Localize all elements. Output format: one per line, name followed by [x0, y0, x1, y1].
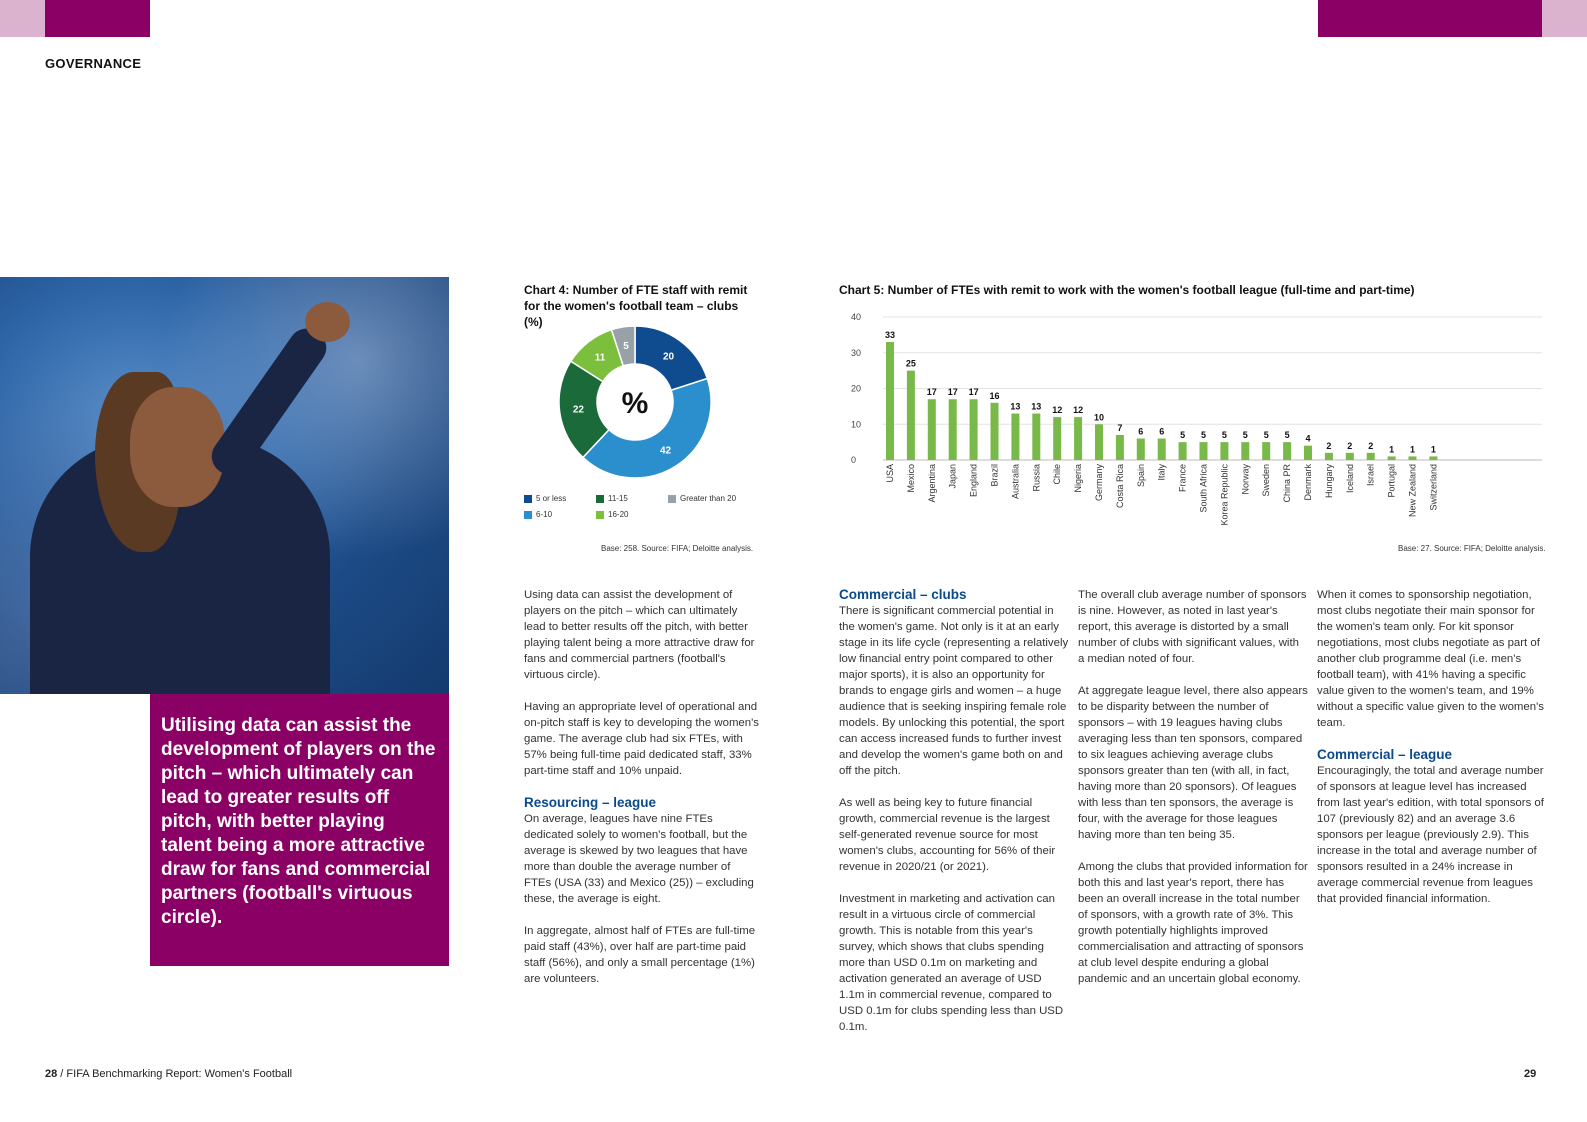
bar-value-label: 13	[1010, 401, 1021, 412]
donut-center-label: %	[621, 387, 649, 420]
bar-value-label: 5	[1263, 430, 1269, 441]
text-column-4	[1317, 587, 1547, 923]
x-tick-label: England	[968, 464, 979, 498]
x-tick-label: France	[1177, 464, 1188, 493]
x-tick-label: Switzerland	[1428, 464, 1439, 511]
paragraph: There is significant commercial potential in the women's game. Not only is it at an early stage in its life cycle (representing a relatively low financial entry point compared to other major sports), it is also an opportunity for brands to engage girls and women – a huge audience that is seeking inspiring female role models. By unlocking this potential, the sport can access increased funds to further invest and develop the women's game both on and off the pitch.	[839, 605, 1069, 777]
top-left-purple-bar	[45, 0, 150, 37]
bar	[1304, 446, 1312, 460]
legend-item: Greater than 20	[668, 494, 736, 503]
bar	[1388, 456, 1396, 460]
bar-value-label: 13	[1031, 401, 1042, 412]
x-tick-label: Costa Rica	[1114, 464, 1125, 509]
y-tick-label: 40	[851, 312, 862, 322]
bar-value-label: 2	[1326, 440, 1332, 451]
text-column-3	[1078, 587, 1308, 1003]
bar	[1262, 442, 1270, 460]
paragraph: Investment in marketing and activation can result in a virtuous circle of commercial growth. This is notable from this year's survey, which shows that clubs spending more than USD 0.1m on marketing and activation generated an average of USD 1.1m in commercial revenue, compared to USD 0.1m for clubs spending less than USD 0.1m.	[839, 893, 1064, 1033]
bar	[1053, 417, 1061, 460]
donut-slice-label: 11	[594, 352, 606, 364]
bar-value-label: 7	[1117, 422, 1123, 433]
coach-photo	[0, 277, 449, 694]
paragraph: In aggregate, almost half of FTEs are full-time paid staff (43%), over half are part-time paid staff (56%), and only a small percentage (1%) are volunteers.	[524, 925, 756, 985]
y-tick-label: 20	[851, 383, 862, 394]
x-tick-label: Nigeria	[1073, 464, 1084, 493]
top-right-pink-bar	[1542, 0, 1587, 37]
donut-slice-label: 22	[572, 404, 585, 416]
x-tick-label: Mexico	[905, 464, 916, 493]
bar	[928, 399, 936, 460]
paragraph: Using data can assist the development of players on the pitch – which can ultimately lead to better results off the pitch, with better playing talent being a more attractive draw for fans and commercial partners (football's virtuous circle).	[524, 589, 755, 681]
legend-item: 16-20	[596, 510, 628, 519]
chart4-legend	[524, 494, 764, 524]
x-tick-label: South Africa	[1198, 464, 1209, 513]
x-tick-label: USA	[885, 464, 895, 483]
paragraph: Encouragingly, the total and average number of sponsors at league level has increased from last year's edition, with total sponsors of 107 (previously 82) and an average 3.6 sponsors per league (previously 2.9). This increase in the total and average number of sponsors resulted in a 24% increase in average commercial revenue from leagues that provided financial information.	[1317, 765, 1544, 905]
x-tick-label: Germany	[1094, 464, 1104, 502]
x-tick-label: China PR	[1282, 464, 1293, 503]
x-tick-label: Iceland	[1344, 464, 1355, 494]
bar-value-label: 5	[1221, 430, 1227, 441]
x-tick-label: Spain	[1135, 464, 1146, 488]
x-tick-label: Russia	[1031, 464, 1042, 492]
section-label: GOVERNANCE	[45, 56, 142, 71]
x-tick-label: Australia	[1010, 464, 1021, 500]
x-tick-label: Hungary	[1323, 464, 1334, 499]
chart4-donut	[555, 322, 715, 482]
bar-value-label: 2	[1347, 440, 1353, 451]
x-tick-label: Sweden	[1261, 464, 1272, 497]
bar-value-label: 12	[1052, 405, 1063, 416]
bar	[1220, 442, 1228, 460]
bar-value-label: 2	[1368, 440, 1374, 451]
bar	[1011, 414, 1019, 460]
bar-value-label: 17	[968, 387, 979, 398]
footer-publication	[45, 1068, 292, 1080]
subheading: Commercial – clubs	[839, 587, 967, 602]
paragraph: On average, leagues have nine FTEs dedicated solely to women's football, but the average is skewed by two leagues that have more than double the average number of FTEs (USA (33) and Mexico (25)) – excluding these, the average is eight.	[524, 813, 754, 905]
bar-value-label: 4	[1305, 433, 1311, 444]
bar	[1095, 424, 1103, 460]
x-tick-label: Chile	[1052, 464, 1063, 485]
bar-value-label: 17	[926, 387, 937, 398]
bar	[970, 399, 978, 460]
bar	[1325, 453, 1333, 460]
bar	[1283, 442, 1291, 460]
bar-value-label: 5	[1284, 430, 1290, 441]
bar	[1200, 442, 1208, 460]
x-tick-label: Denmark	[1303, 464, 1313, 501]
page-number-right: 29	[1524, 1068, 1537, 1080]
bar	[886, 342, 894, 460]
paragraph: At aggregate league level, there also appears to be disparity between the number of sponsors – with 19 leagues having clubs averaging less than ten sponsors, compared to six leagues achieving average clubs sponsors greater than ten (with all, in fact, having more than 20 sponsors). Of leagues with less than ten sponsors, the average is four, with the average for those leagues having more than ten being 35.	[1078, 685, 1308, 841]
bar	[1367, 453, 1375, 460]
bar-value-label: 1	[1389, 444, 1395, 455]
top-right-purple-bar	[1318, 0, 1542, 37]
legend-item: 11-15	[596, 494, 628, 503]
bar-value-label: 16	[989, 390, 1000, 401]
x-tick-label: Argentina	[926, 464, 937, 503]
bar-value-label: 5	[1180, 430, 1186, 441]
paragraph: Having an appropriate level of operational and on-pitch staff is key to developing the women's game. The average club had six FTEs, with 57% being full-time paid dedicated staff, 33% part-time staff and 10% unpaid.	[524, 701, 759, 777]
x-tick-label: Japan	[947, 464, 958, 489]
paragraph: The overall club average number of sponsors is nine. However, as noted in last year's report, this average is distorted by a small number of clubs with significant values, with a median noted of four.	[1078, 589, 1307, 665]
y-tick-label: 0	[851, 455, 857, 465]
x-tick-label: Brazil	[989, 464, 1000, 487]
chart5-title: Chart 5: Number of FTEs with remit to work with the women's football league (full-time and part-time)	[839, 283, 1415, 297]
bar-value-label: 6	[1138, 426, 1144, 437]
bar	[1032, 414, 1040, 460]
bar	[1158, 439, 1166, 460]
page-number-left: 28	[45, 1068, 58, 1080]
bar	[1429, 456, 1437, 460]
bar-value-label: 25	[905, 358, 916, 369]
y-tick-label: 10	[851, 419, 862, 430]
bar-value-label: 6	[1159, 426, 1165, 437]
bar	[1346, 453, 1354, 460]
donut-slice-label: 42	[659, 445, 672, 457]
text-column-2	[839, 587, 1069, 1051]
chart5-source: Base: 27. Source: FIFA; Deloitte analysis.	[1398, 544, 1546, 553]
bar	[1116, 435, 1124, 460]
bar	[1409, 456, 1417, 460]
x-tick-label: Korea Republic	[1219, 464, 1230, 526]
bar	[1137, 439, 1145, 460]
paragraph: When it comes to sponsorship negotiation, most clubs negotiate their main sponsor for the women's team only. For kit sponsor negotiations, most clubs negotiate as part of another club programme deal (i.e. men's football team), with 41% having a specific value given to the women's team, and 19% without a specific value given to the women's team.	[1317, 589, 1544, 729]
subheading: Resourcing – league	[524, 795, 657, 810]
x-tick-label: Italy	[1156, 464, 1167, 481]
chart5-bar-chart	[839, 305, 1544, 535]
x-tick-label: Portugal	[1386, 464, 1397, 498]
bar-value-label: 17	[947, 387, 958, 398]
x-tick-label: Israel	[1365, 464, 1376, 487]
publication-title: / FIFA Benchmarking Report: Women's Football	[57, 1068, 293, 1080]
x-tick-label: Norway	[1240, 464, 1251, 495]
bar-value-label: 10	[1093, 412, 1105, 423]
pull-quote-box	[150, 694, 449, 966]
bar	[1179, 442, 1187, 460]
donut-slice-label: 20	[662, 351, 675, 363]
pull-quote: Utilising data can assist the development of players on the pitch – which ultimately can lead to greater results off pitch, with better playing talent being a more attractive draw for fans and commercial partners (football's virtuous circle).	[161, 715, 436, 928]
chart4-title: Chart 4: Number of FTE staff with remit for the women's football team – clubs (%)	[524, 283, 748, 329]
bar	[1241, 442, 1249, 460]
legend-item: 6-10	[524, 510, 552, 519]
bar-value-label: 1	[1430, 444, 1436, 455]
text-column-1	[524, 587, 759, 1003]
y-tick-label: 30	[851, 347, 862, 358]
top-left-pink-bar	[0, 0, 45, 37]
bar	[907, 371, 915, 460]
bar-value-label: 5	[1242, 430, 1248, 441]
bar-value-label: 12	[1073, 405, 1084, 416]
bar-value-label: 33	[884, 330, 896, 341]
paragraph: As well as being key to future financial growth, commercial revenue is the largest self-generated revenue source for most women's clubs, accounting for 56% of their revenue in 2020/21 (or 2021).	[839, 797, 1056, 873]
chart4-source: Base: 258. Source: FIFA; Deloitte analysis.	[601, 544, 754, 553]
bar	[1074, 417, 1082, 460]
bar-value-label: 1	[1409, 444, 1416, 455]
x-tick-label: New Zealand	[1407, 464, 1418, 518]
bar-value-label: 5	[1200, 430, 1207, 441]
bar	[949, 399, 957, 460]
donut-slice-label: 5	[623, 341, 629, 353]
bar	[991, 403, 999, 460]
paragraph: Among the clubs that provided information for both this and last year's report, there has been an overall increase in the total number of sponsors, with a growth rate of 3%. This growth potentially highlights improved commercialisation and attracting of sponsors at club level despite enduring a global pandemic and an uncertain global economy.	[1078, 861, 1308, 985]
legend-item: 5 or less	[524, 494, 566, 503]
subheading: Commercial – league	[1317, 747, 1453, 762]
